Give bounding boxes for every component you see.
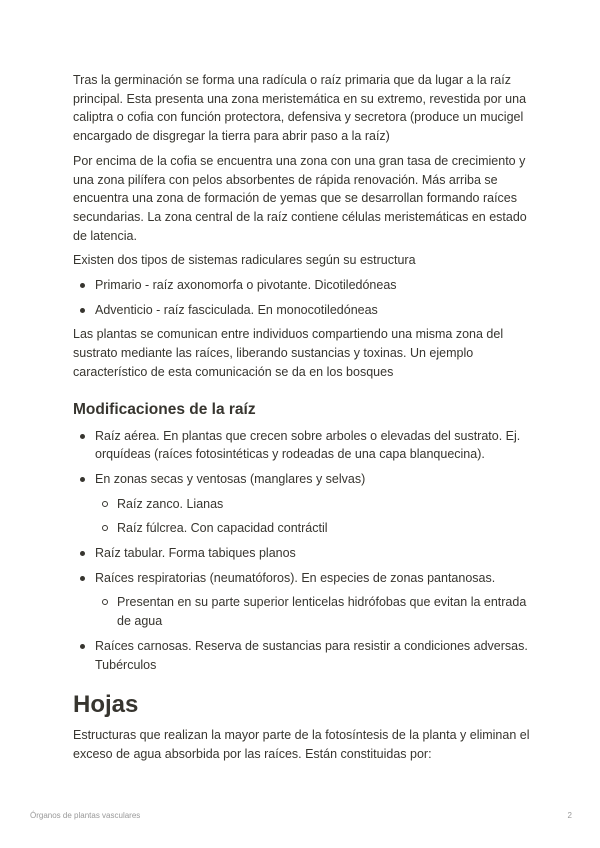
root-systems-list [73, 276, 531, 319]
sub-list-item: Presentan en su parte superior lenticelas hidrófobas que evitan la entrada de agua [95, 593, 531, 630]
paragraph-growth-zones: Por encima de la cofia se encuentra una zona con una gran tasa de crecimiento y una zona pilífera con pelos absorbentes de rápida renovación. Más arriba se encuentra una zona de formación de yemas que se desarrollan formando raíces secundarias. La zona central de la raíz contiene células meristemáticas en estado de latencia. [73, 153, 527, 243]
bullet-icon [80, 551, 85, 556]
bullet-icon [80, 576, 85, 581]
list-item: Raíz aérea. En plantas que crecen sobre arboles o elevadas del sustrato. Ej. orquídeas (raíces fotosintéticas y rodeadas de una capa blanquecina). [73, 427, 531, 464]
list-item: Raíces carnosas. Reserva de sustancias para resistir a condiciones adversas. Tubérculos [73, 637, 531, 674]
list-item: Adventicio - raíz fasciculada. En monocotiledóneas [73, 301, 531, 320]
hollow-bullet-icon [102, 599, 108, 605]
page-number: 2 [567, 811, 572, 820]
bullet-icon [80, 308, 85, 313]
hollow-bullet-icon [102, 525, 108, 531]
paragraph-leaves-intro: Estructuras que realizan la mayor parte de la fotosíntesis de la planta y eliminan el exceso de agua absorbida por las raíces. Están constituidas por: [73, 728, 530, 761]
paragraph-root-systems-intro: Existen dos tipos de sistemas radiculares según su estructura [73, 253, 416, 268]
list-item: En zonas secas y ventosas (manglares y selvas) Raíz zanco. Lianas Raíz fúlcrea. Con capacidad contráctil [73, 470, 531, 538]
page-content [73, 71, 531, 770]
list-item: Raíz tabular. Forma tabiques planos [73, 544, 531, 563]
hollow-bullet-icon [102, 501, 108, 507]
sublist [95, 495, 531, 538]
section-heading-modifications: Modificaciones de la raíz [73, 400, 256, 418]
bullet-icon [80, 477, 85, 482]
bullet-icon [80, 283, 85, 288]
sublist [95, 593, 531, 630]
paragraph-communication: Las plantas se comunican entre individuos compartiendo una misma zona del sustrato mediante las raíces, liberando sustancias y toxinas. Un ejemplo característico de esta comunicación se da en los bosques [73, 327, 504, 379]
list-item: Primario - raíz axonomorfa o pivotante. Dicotiledóneas [73, 276, 531, 295]
bullet-icon [80, 644, 85, 649]
sub-list-item: Raíz fúlcrea. Con capacidad contráctil [95, 519, 531, 538]
section-heading-leaves: Hojas [73, 691, 139, 719]
bullet-icon [80, 434, 85, 439]
list-item: Raíces respiratorias (neumatóforos). En especies de zonas pantanosas. Presentan en su parte superior lenticelas hidrófobas que evitan la entrada de agua [73, 569, 531, 631]
sub-list-item: Raíz zanco. Lianas [95, 495, 531, 514]
modifications-list [73, 427, 531, 675]
footer-title: Órganos de plantas vasculares [30, 811, 141, 820]
paragraph-germination: Tras la germinación se forma una radícula o raíz primaria que da lugar a la raíz principal. Esta presenta una zona meristemática en su extremo, revestida por una caliptra o cofia con función protectora, defensiva y secretora (produce un mucigel encargado de disgregar la tierra para abrir paso a la raíz) [73, 73, 527, 144]
